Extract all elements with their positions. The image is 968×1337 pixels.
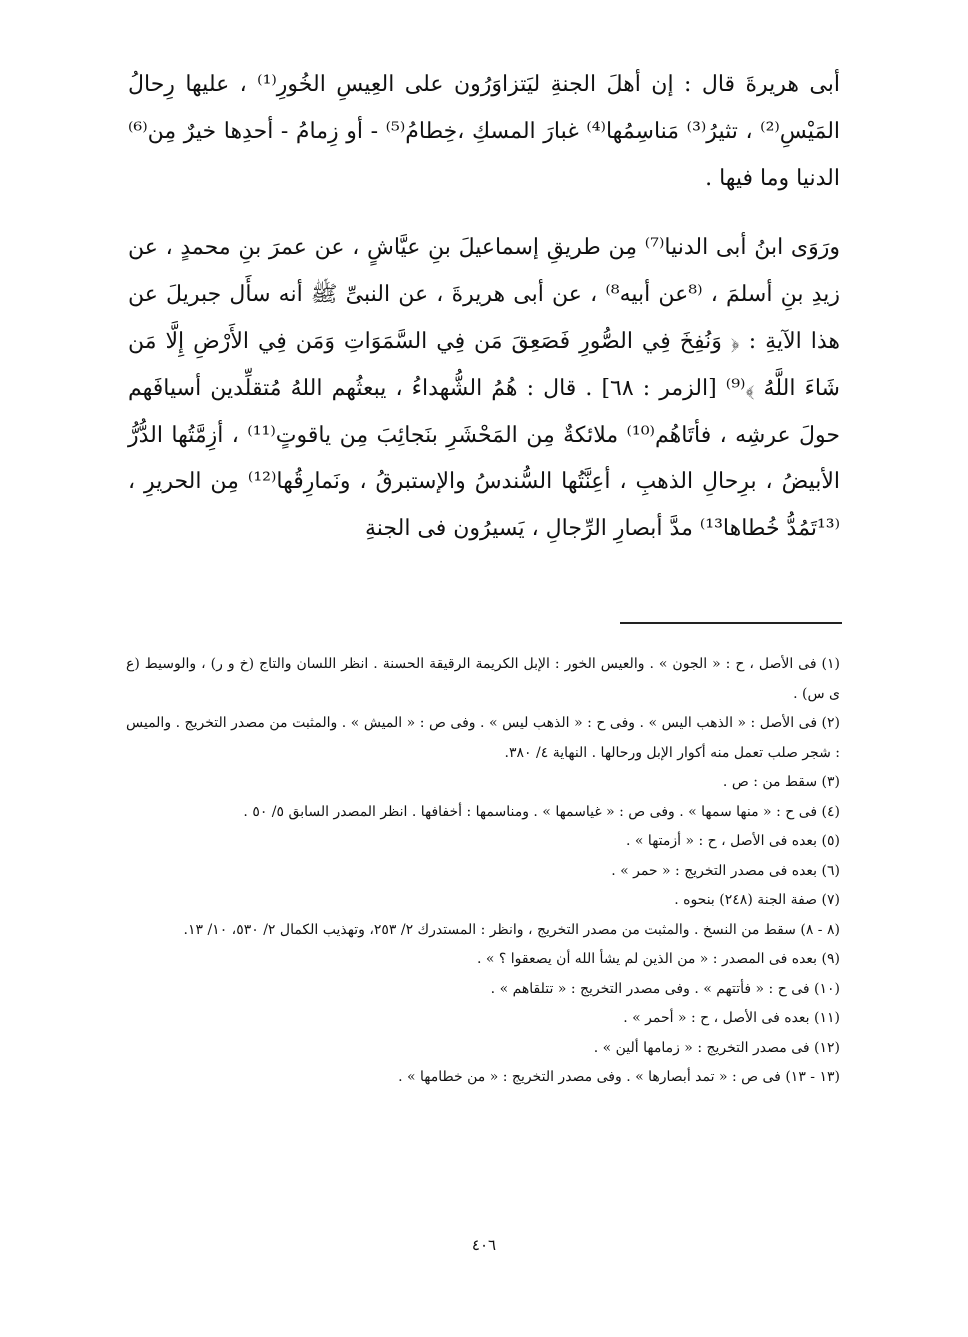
footnote-12: (١٢) فى مصدر التخريج : « زمامها ألين » . — [593, 1039, 840, 1056]
footnote-7: (٧) صفة الجنة (٢٤٨) بنحوه . — [674, 892, 840, 908]
page-number: ٤٠٦ — [471, 1236, 497, 1254]
footnote-1: (١) فى الأصل ، ح : « الجون » . والعيس الخور : الإبل الكريمة الرقيقة الحسنة . انظر اللسان والتاج (خ و ر) ، والوسيط (ع ى س) . — [126, 656, 840, 702]
footnotes — [126, 650, 840, 1093]
paragraph-2: ورَوَى ابنُ أبى الدنيا⁽⁷⁾ مِن طريقِ إسماعيلَ بنِ عيَّاشٍ ، عن عمرَ بنِ محمدٍ ، عن زيدِ بنِ أسلمَ ، ⁽⁸عن أبيه⁸⁾ ، عن أبى هريرةَ ، عن النبىِّ ﷺ أنه سأَل جبريلَ عن هذا الآيةِ : ﴿ وَنُفِخَ فِي الصُّورِ فَصَعِقَ مَن فِي السَّمَوَاتِ وَمَن فِي الأَرْضِ إِلَّا مَن شَاءَ اللَّهُ ﴾⁽⁹⁾ [الزمر : ٦٨] . قال : هُمُ الشُّهداءُ ، يبعثُهم اللهُ مُتقلِّدين أسيافَهم حولَ عرشِه ، فأتَاهُم⁽¹⁰⁾ ملائكةٌ مِن المَحْشَرِ بنَجائِبَ مِن ياقوتٍ⁽¹¹⁾ ، أزِمَّتُها الدُّرُّ الأبيضُ ، برِحالِ الذهبِ ، أعِنَّتُها السُّندسُ والإستبرقُ ، ونَمارِقُها⁽¹²⁾ مِن الحريرِ ، ⁽¹³تَمُدُّ خُطاها¹³⁾ مدَّ أبصارِ الرِّجالِ ، يَسيرُون فى الجنةِ — [128, 235, 840, 542]
footnote-separator — [620, 622, 842, 624]
footnote-10: (١٠) فى ح : « فأتتهم » . وفى مصدر التخريج : « تتلقاهم » . — [490, 980, 840, 997]
footnote-2: (٢) فى الأصل : « الذهب اليس » . وفى ح : « الذهب ليس » . وفى ص : « الميش » . والمثبت من مصدر التخريج . والميس : شجر صلب تعمل منه أكوار الإبل ورحالها . النهاية ٤/ ٣٨٠. — [126, 715, 840, 761]
main-text — [128, 62, 840, 553]
footnote-3: (٣) سقط من : ص . — [722, 774, 840, 790]
paragraph-1: أبى هريرةَ قال : إن أهلَ الجنةِ ليَتزاوَرُون على العِيسِ الخُورِ⁽¹⁾ ، عليها رِحالُ المَيْسِ⁽²⁾ ، تثيرُ⁽³⁾ مَناسِمُها⁽⁴⁾ غبارَ المسكِ ،خِطامُ⁽⁵⁾ - أو زِمامُ - أحدِها خيرٌ مِن⁽⁶⁾ الدنيا وما فيها . — [128, 72, 841, 191]
footnote-8: (٨ - ٨) سقط من النسخ . والمثبت من مصدر التخريج ، وانظر : المستدرك ٢/ ٢٥٣، وتهذيب الكمال ٢/ ٥٣٠، ١٠/ ١٣. — [183, 921, 840, 938]
footnote-9: (٩) بعده فى المصدر : « من الذين لم يشأ الله أن يصعقوا ؟ » . — [476, 951, 840, 967]
footnote-11: (١١) بعده فى الأصل ، ح : « أحمر » . — [623, 1010, 840, 1026]
footnote-6: (٦) بعده فى مصدر التخريج : « حمر » . — [611, 862, 840, 879]
footnote-5: (٥) بعده فى الأصل ، ح : « أزمتها » . — [626, 833, 840, 849]
footnote-13: (١٣ - ١٣) فى ص : « تمد أبصارها » . وفى مصدر التخريج : « من خطامها » . — [398, 1069, 840, 1085]
footnote-4: (٤) فى ح : « منها سمها » . وفى ص : « غياسمها » . ومناسمها : أخفافها . انظر المصدر السابق ٥/ ٥٠ . — [243, 803, 840, 820]
